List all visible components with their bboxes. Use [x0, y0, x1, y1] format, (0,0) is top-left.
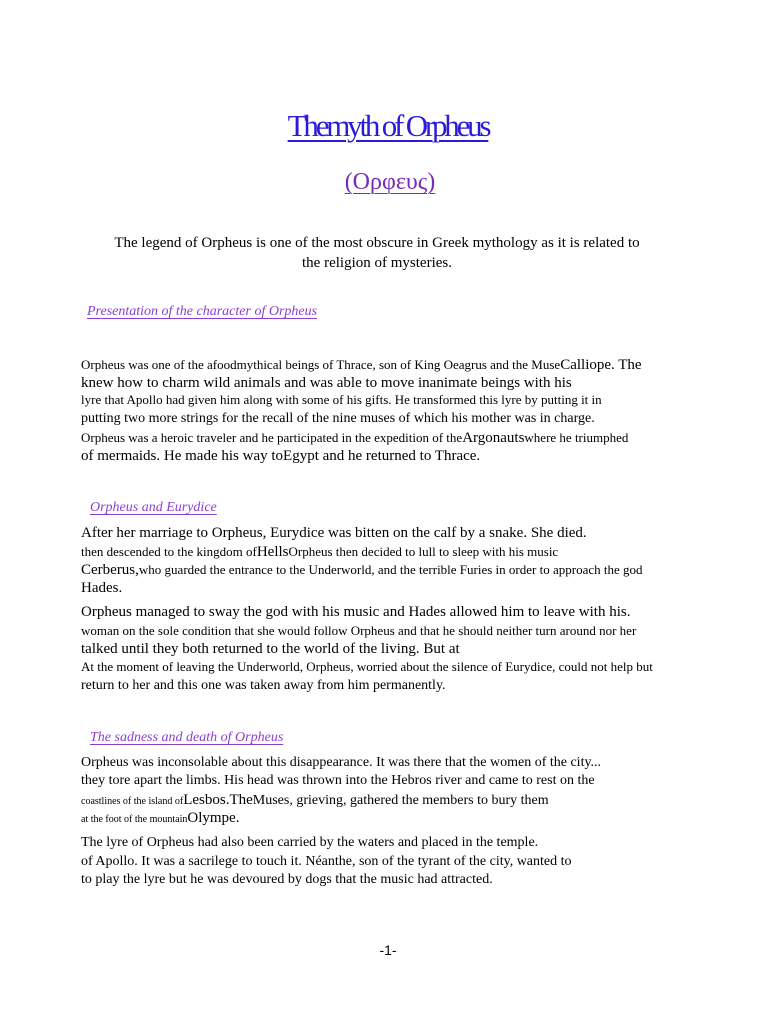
section-3-line-1: Orpheus was inconsolable about this disappearance. It was there that the women of the city...	[81, 755, 602, 770]
section-heading-sadness[interactable]	[90, 730, 283, 746]
text-run: . The	[611, 357, 642, 373]
text-run: Cerberus,	[81, 562, 139, 578]
intro-line-2: the religion of mysteries.	[302, 255, 452, 271]
section-1-line-6	[81, 449, 480, 464]
heading-text: Presentation of the character of Orpheus	[87, 304, 318, 319]
section-3-line-4	[81, 811, 239, 826]
document-title[interactable]	[0, 108, 768, 144]
text-run: who guarded the entrance to the Underworld, and the terrible Furies in order to approach the god	[138, 562, 643, 577]
text-run: Egypt and he returned to Thrace.	[283, 448, 481, 464]
section-2-line-2	[81, 545, 558, 560]
section-3-line-6: of Apollo. It was a sacrilege to touch it. Néanthe, son of the tyrant of the city, wanted to	[81, 854, 572, 869]
section-2-line-1: After her marriage to Orpheus, Eurydice was bitten on the calf by a snake. She died.	[81, 525, 587, 541]
section-3-line-7: to play the lyre but he was devoured by dogs that the music had attracted.	[81, 872, 493, 887]
section-3-line-2: they tore apart the limbs. His head was thrown into the Hebros river and came to rest on the	[81, 773, 595, 788]
section-2-line-6: woman on the sole condition that she would follow Orpheus and that he should neither turn around nor her	[81, 623, 637, 638]
section-2-line-7: talked until they both returned to the world of the living. But at	[81, 641, 460, 657]
text-run: Hells	[256, 544, 289, 560]
page-number: -1-	[379, 942, 397, 958]
text-run: of mermaids. He made his way to	[81, 448, 284, 464]
section-2-line-9: return to her and this one was taken away from him permanently.	[81, 678, 446, 693]
text-run: Lesbos.	[183, 792, 230, 808]
section-1-line-2: knew how to charm wild animals and was able to move inanimate beings with his	[81, 375, 572, 391]
document-subtitle[interactable]: (Ορφευς)	[344, 169, 436, 195]
text-run: at the foot of the mountain	[81, 814, 188, 825]
section-3-line-3	[81, 793, 549, 808]
section-2-line-8: At the moment of leaving the Underworld, Orpheus, worried about the silence of Eurydice, could not help but	[81, 659, 653, 674]
section-3-line-5: The lyre of Orpheus had also been carried by the waters and placed in the temple.	[81, 835, 539, 850]
text-run: then descended to the kingdom of	[81, 544, 257, 559]
text-run: Argonauts	[462, 430, 525, 446]
text-run: where he triumphed	[524, 430, 629, 445]
section-2-line-5: Orpheus managed to sway the god with his music and Hades allowed him to leave with his.	[81, 604, 631, 620]
section-2-line-3	[81, 563, 643, 578]
section-2-line-4: Hades.	[81, 580, 123, 596]
text-run: Orpheus was a heroic traveler and he participated in the expedition of the	[81, 430, 463, 445]
section-1-line-5	[81, 431, 628, 446]
title-text: Themyth of Orpheus	[287, 108, 489, 143]
text-run: Calliope	[560, 357, 612, 373]
text-run: Orpheus then decided to lull to sleep with his music	[288, 544, 559, 559]
section-1-line-3: lyre that Apollo had given him along with some of his gifts. He transformed this lyre by putting it in	[81, 392, 602, 407]
text-run: The	[229, 792, 253, 808]
section-1-line-1	[81, 358, 642, 373]
intro-line-1: The legend of Orpheus is one of the most obscure in Greek mythology as it is related to	[114, 235, 640, 251]
heading-text: The sadness and death of Orpheus	[90, 730, 284, 745]
text-run: Muses, grieving, gathered the members to bury them	[252, 793, 549, 808]
text-run: Olympe.	[187, 810, 240, 826]
text-run: Orpheus was one of the afoodmythical beings of Thrace, son of King Oeagrus and the Muse	[81, 357, 561, 372]
section-heading-eurydice[interactable]: Orpheus and Eurydice	[90, 500, 217, 515]
text-run: coastlines of the island of	[81, 796, 184, 807]
section-1-line-4: putting two more strings for the recall of the nine muses of which his mother was in charge.	[81, 411, 595, 426]
section-heading-presentation[interactable]	[87, 304, 317, 320]
